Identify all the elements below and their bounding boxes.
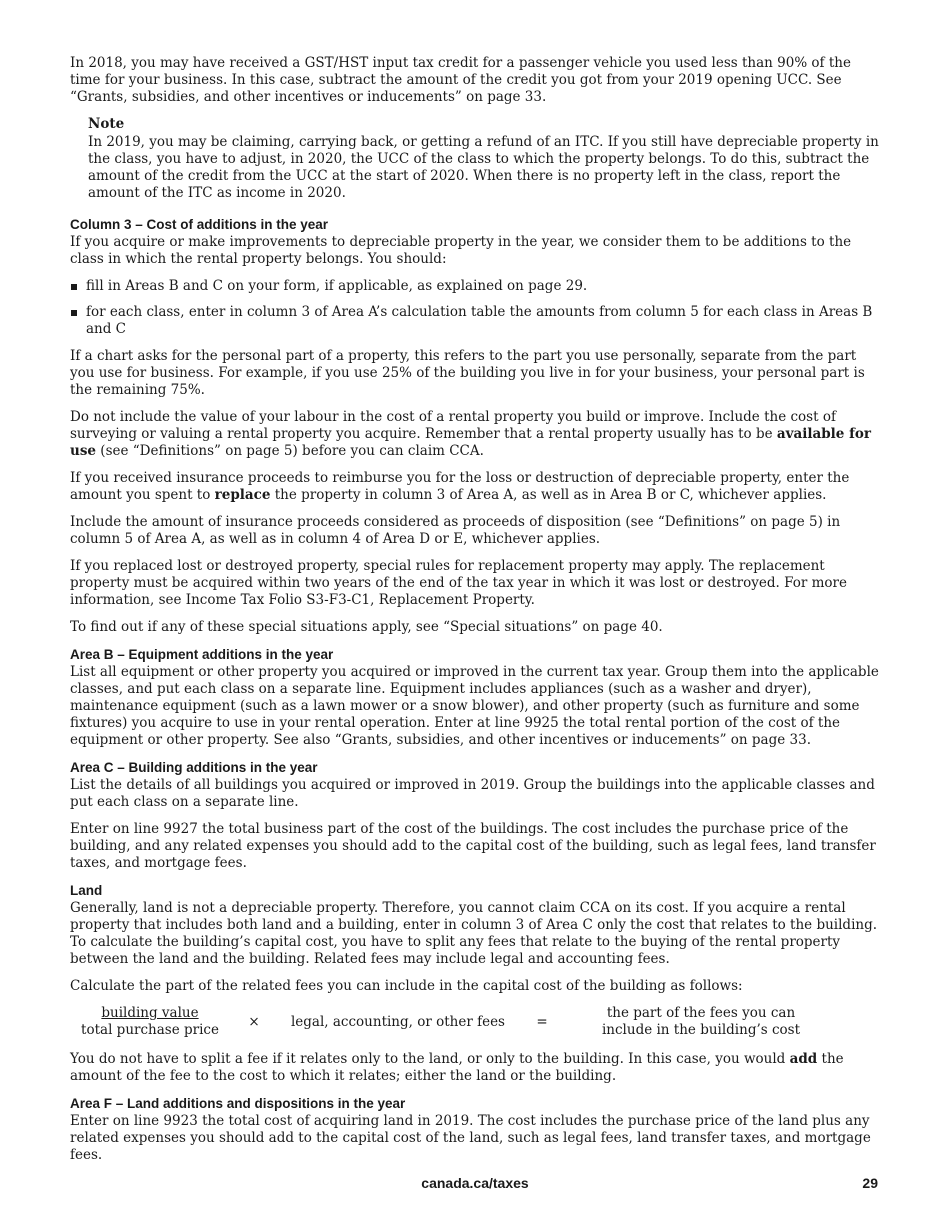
land-calc-intro: Calculate the part of the related fees you can include in the capital cost of the building as follows: <box>70 978 743 994</box>
column3-intro: If you acquire or make improvements to depreciable property in the year, we consider them to be additions to the class in which the rental property belongs. You should: <box>70 234 852 267</box>
insurance-paragraph <box>70 470 882 504</box>
labour-bold-text: available for use <box>70 426 871 459</box>
formula-fraction <box>70 1005 230 1039</box>
areaC-text-1: List the details of all buildings you acquired or improved in 2019. Group the buildings into the applicable classes and put each class on a separate line. <box>70 777 875 810</box>
areaC-heading: Area C – Building additions in the year <box>70 760 318 775</box>
fees-formula <box>70 1005 882 1039</box>
note-box <box>88 116 882 202</box>
list-item <box>70 278 882 295</box>
square-bullet-icon <box>71 284 77 290</box>
labour-text-2: (see “Definitions” on page 5) before you can claim CCA. <box>96 443 484 459</box>
formula-fees: legal, accounting, or other fees <box>290 1013 505 1030</box>
list-item-text: fill in Areas B and C on your form, if applicable, as explained on page 29. <box>86 278 588 294</box>
replaced-property-paragraph: If you replaced lost or destroyed property, special rules for replacement property may apply. The replacement property must be acquired within two years of the end of the tax year in which it was lost or destroyed. For more information, see Income Tax Folio S3-F3-C1, Replacement Property. <box>70 558 847 608</box>
labour-text-1: Do not include the value of your labour in the cost of a rental property you build or improve. Include the cost of surveying or valuing a rental property you acquire. Remember that a rental property usually has to be <box>70 409 836 442</box>
areaC-text-2: Enter on line 9927 the total business part of the cost of the buildings. The cost includes the purchase price of the building, and any related expenses you should add to the capital cost of the building, such as legal fees, land transfer taxes, and mortgage fees. <box>70 821 876 871</box>
formula-equals-sign: = <box>536 1013 548 1030</box>
split-text-1: You do not have to split a fee if it relates only to the land, or only to the building. In this case, you would <box>70 1051 790 1067</box>
formula-result-line-2: include in the building’s cost <box>601 1022 801 1038</box>
formula-result-line-1: the part of the fees you can <box>606 1005 796 1021</box>
note-text: In 2019, you may be claiming, carrying back, or getting a refund of an ITC. If you still have depreciable property in the class, you have to adjust, in 2020, the UCC of the class to which the property belongs. To do this, subtract the amount of the credit from the UCC at the start of 2020. When there is no property left in the class, report the amount of the ITC as income in 2020. <box>88 134 879 201</box>
column3-bullet-list <box>70 278 882 338</box>
areaF-text: Enter on line 9923 the total cost of acquiring land in 2019. The cost includes the purchase price of the land plus any related expenses you should add to the capital cost of the land, such as legal fees, land transfer taxes, and mortgage fees. <box>70 1113 871 1163</box>
personal-part-paragraph: If a chart asks for the personal part of a property, this refers to the part you use personally, separate from the part you use for business. For example, if you use 25% of the building you live in for your business, your personal part is the remaining 75%. <box>70 348 865 398</box>
areaF-heading: Area F – Land additions and dispositions in the year <box>70 1096 406 1111</box>
split-text-2: the amount of the fee to the cost to which it relates; either the land or the building. <box>70 1051 844 1084</box>
insurance-text-1: If you received insurance proceeds to reimburse you for the loss or destruction of depreciable property, enter the amount you spent to <box>70 470 850 503</box>
land-heading: Land <box>70 883 103 898</box>
formula-times-sign: × <box>248 1013 260 1030</box>
formula-denominator: total purchase price <box>81 1022 219 1038</box>
column3-heading: Column 3 – Cost of additions in the year <box>70 217 329 232</box>
insurance-text-2: the property in column 3 of Area A, as well as in Area B or C, whichever applies. <box>270 487 827 503</box>
split-fee-paragraph <box>70 1051 882 1085</box>
list-item <box>70 304 882 338</box>
footer-website-link[interactable]: canada.ca/taxes <box>421 1175 529 1191</box>
land-text: Generally, land is not a depreciable property. Therefore, you cannot claim CCA on its cost. If you acquire a rental property that includes both land and a building, enter in column 3 of Area C only the cost that relates to the building. To calculate the building’s capital cost, you have to split any fees that relate to the buying of the rental property between the land and the building. Related fees may include legal and accounting fees. <box>70 900 878 967</box>
insurance-bold-text: replace <box>214 487 271 503</box>
proceeds-paragraph: Include the amount of insurance proceeds considered as proceeds of disposition (see “Definitions” on page 5) in column 5 of Area A, as well as in column 4 of Area D or E, whichever applies. <box>70 514 841 547</box>
document-page <box>70 55 882 1174</box>
areaB-text: List all equipment or other property you acquired or improved in the current tax year. Group them into the applicable classes, and put each class on a separate line. Equipment includes appliances (such as a washer and dryer), maintenance equipment (such as a lawn mower or a snow blower), and other property (such as furniture and some fixtures) you acquire to use in your rental operation. Enter at line 9925 the total rental portion of the cost of the equipment or other property. See also “Grants, subsidies, and other incentives or inducements” on page 33. <box>70 664 879 748</box>
page-number: 29 <box>862 1175 878 1191</box>
note-title: Note <box>88 116 125 132</box>
intro-paragraph: In 2018, you may have received a GST/HST input tax credit for a passenger vehicle you used less than 90% of the time for your business. In this case, subtract the amount of the credit you got from your 2019 opening UCC. See “Grants, subsidies, and other incentives or inducements” on page 33. <box>70 55 851 105</box>
formula-numerator: building value <box>101 1005 199 1021</box>
labour-paragraph <box>70 409 882 460</box>
areaB-heading: Area B – Equipment additions in the year <box>70 647 334 662</box>
square-bullet-icon <box>71 310 77 316</box>
special-situations-paragraph: To find out if any of these special situations apply, see “Special situations” on page 40. <box>70 619 663 635</box>
split-bold-text: add <box>789 1051 818 1067</box>
list-item-text: for each class, enter in column 3 of Area A’s calculation table the amounts from column 5 for each class in Areas B and C <box>86 304 873 337</box>
formula-result <box>566 1005 836 1039</box>
